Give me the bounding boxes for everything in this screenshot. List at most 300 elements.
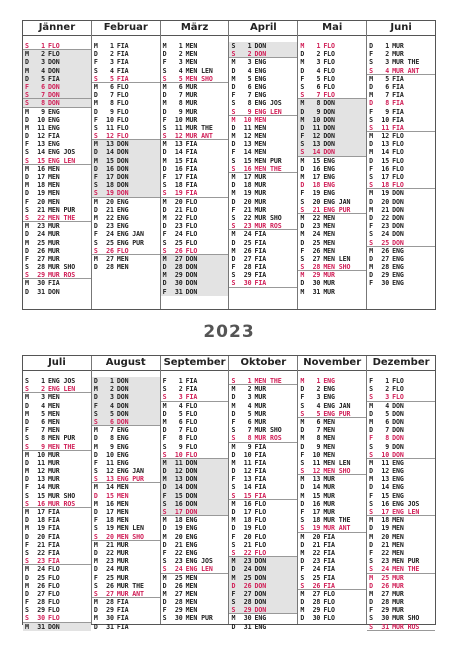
- day-row: [92, 263, 160, 271]
- shift-code: FLO: [116, 82, 129, 91]
- day-row: [92, 116, 160, 124]
- shift-code: DON: [185, 279, 198, 288]
- weekday-letter: D: [93, 263, 98, 272]
- shift-code: DON: [392, 401, 404, 410]
- weekday-letter: D: [162, 222, 167, 231]
- weekday-letter: S: [300, 197, 305, 206]
- day-number: 26: [381, 246, 390, 255]
- shift-code: ENG LEN: [48, 156, 76, 165]
- day-row: [229, 91, 297, 99]
- weekday-letter: F: [162, 287, 167, 296]
- weekday-letter: F: [369, 222, 374, 231]
- shift-code: MEN: [254, 132, 267, 141]
- day-row: [161, 198, 229, 206]
- day-row: [229, 598, 297, 606]
- shift-code: MEN: [185, 606, 198, 615]
- weekday-letter: S: [369, 622, 374, 631]
- shift-code: FIA: [254, 238, 267, 247]
- weekday-letter: M: [25, 581, 29, 590]
- weekday-letter: D: [369, 409, 374, 418]
- weekday-letter: D: [25, 401, 29, 410]
- day-number: 3: [385, 58, 390, 67]
- weekday-letter: M: [93, 540, 98, 549]
- day-number: 21: [243, 540, 252, 549]
- weekday-letter: D: [231, 565, 236, 574]
- day-row: [229, 165, 297, 173]
- day-row: [298, 467, 366, 475]
- shift-code: MUR THE: [185, 123, 213, 132]
- day-list: [229, 36, 297, 288]
- day-number: 27: [106, 589, 114, 598]
- day-row: [23, 108, 91, 116]
- day-number: 3: [109, 58, 114, 67]
- weekday-letter: D: [93, 148, 98, 157]
- day-number: 16: [174, 164, 183, 173]
- day-row: [92, 541, 160, 549]
- shift-code: MEN PUR: [48, 205, 76, 214]
- day-row: [92, 574, 160, 582]
- shift-code: FIA: [392, 82, 404, 91]
- day-number: 9: [247, 107, 252, 116]
- weekday-letter: D: [25, 287, 29, 296]
- shift-code: FIA: [116, 42, 129, 50]
- shift-code: MEN: [185, 42, 198, 50]
- shift-code: DON: [254, 50, 267, 59]
- weekday-letter: D: [369, 99, 374, 108]
- day-row: [161, 214, 229, 222]
- shift-code: ENG: [116, 434, 129, 443]
- shift-code: DON: [185, 263, 198, 272]
- weekday-letter: S: [162, 246, 167, 255]
- shift-code: ENG: [323, 385, 335, 394]
- day-number: 26: [243, 581, 252, 590]
- weekday-letter: M: [231, 115, 236, 124]
- day-number: 4: [247, 401, 252, 410]
- shift-code: MUR: [323, 271, 335, 280]
- weekday-letter: S: [93, 74, 98, 83]
- weekday-letter: D: [369, 483, 374, 492]
- day-row: [298, 508, 366, 516]
- day-number: 7: [385, 91, 390, 100]
- day-row: [298, 42, 366, 50]
- day-number: 8: [385, 99, 390, 108]
- weekday-letter: M: [231, 173, 236, 181]
- day-row: [298, 198, 366, 206]
- weekday-letter: M: [231, 499, 236, 508]
- shift-code: DON: [254, 589, 267, 598]
- shift-code: ENG: [323, 156, 335, 165]
- day-number: 4: [385, 401, 390, 410]
- day-row: [229, 108, 297, 116]
- weekday-letter: F: [25, 82, 29, 91]
- day-number: 20: [37, 532, 45, 541]
- day-number: 30: [381, 614, 390, 623]
- day-number: 21: [174, 205, 183, 214]
- shift-code: MEN: [116, 508, 129, 516]
- weekday-letter: M: [300, 475, 305, 484]
- day-number: 24: [37, 565, 45, 574]
- shift-code: DON: [48, 91, 60, 100]
- day-row: [161, 377, 229, 385]
- day-row: [367, 574, 435, 582]
- weekday-letter: M: [369, 189, 374, 198]
- shift-code: ENG LEN: [254, 107, 282, 116]
- shift-code: DON: [185, 287, 198, 296]
- day-number: 16: [312, 164, 321, 173]
- shift-code: DON: [185, 254, 198, 263]
- day-row: [161, 173, 229, 181]
- weekday-letter: D: [93, 450, 98, 459]
- shift-code: FIA: [48, 74, 60, 83]
- day-number: 17: [243, 508, 252, 516]
- day-row: [161, 516, 229, 524]
- day-number: 9: [385, 107, 390, 116]
- day-row: [23, 410, 91, 418]
- day-number: 19: [174, 189, 183, 198]
- day-number: 25: [174, 238, 183, 247]
- shift-code: ENG: [323, 164, 335, 173]
- month-column: [229, 356, 298, 631]
- weekday-letter: D: [25, 246, 29, 255]
- weekday-letter: S: [25, 91, 29, 100]
- day-number: 3: [247, 58, 252, 67]
- shift-code: MUR ROS: [254, 222, 282, 231]
- day-row: [92, 533, 160, 541]
- day-row: [367, 230, 435, 238]
- shift-code: MUR ROS: [48, 271, 76, 280]
- day-number: 24: [174, 565, 183, 574]
- shift-code: ENG: [254, 58, 267, 67]
- day-row: [23, 434, 91, 442]
- day-row: [298, 410, 366, 418]
- day-row: [367, 198, 435, 206]
- day-number: 25: [312, 238, 321, 247]
- day-number: 15: [312, 491, 321, 500]
- shift-code: DON: [254, 573, 267, 582]
- day-list: [367, 36, 435, 288]
- day-row: [23, 157, 91, 165]
- day-number: 30: [381, 279, 390, 288]
- day-row: [367, 533, 435, 541]
- weekday-letter: D: [369, 581, 374, 590]
- shift-code: MEN: [48, 417, 60, 426]
- shift-code: DON: [254, 598, 267, 607]
- shift-code: ENG PUR: [116, 238, 144, 247]
- shift-code: FLO: [323, 614, 335, 623]
- day-row: [92, 124, 160, 132]
- day-row: [23, 516, 91, 524]
- shift-code: MUR ROS: [254, 434, 282, 443]
- shift-code: FLO: [323, 42, 335, 50]
- day-row: [367, 598, 435, 606]
- shift-code: MEN SHO: [323, 467, 351, 476]
- day-number: 24: [37, 230, 45, 239]
- day-row: [367, 58, 435, 66]
- day-row: [23, 132, 91, 140]
- shift-code: DON: [48, 622, 60, 631]
- day-row: [367, 140, 435, 148]
- shift-code: DON: [392, 205, 404, 214]
- shift-code: FIA: [254, 246, 267, 255]
- shift-code: FIA: [254, 450, 267, 459]
- day-list: [92, 371, 160, 631]
- day-number: 3: [247, 393, 252, 402]
- day-number: 5: [385, 74, 390, 83]
- shift-code: DON: [254, 557, 267, 566]
- day-row: [298, 443, 366, 451]
- weekday-letter: S: [369, 508, 374, 516]
- shift-code: MEN: [185, 589, 198, 598]
- day-row: [229, 67, 297, 75]
- shift-code: MUR ROS: [392, 622, 420, 631]
- shift-code: MEN SHO: [185, 74, 213, 83]
- weekday-letter: D: [369, 598, 374, 607]
- day-row: [367, 614, 435, 622]
- day-number: 14: [37, 148, 45, 157]
- day-row: [229, 271, 297, 279]
- shift-code: DON: [392, 417, 404, 426]
- day-row: [92, 173, 160, 181]
- weekday-letter: S: [25, 548, 29, 557]
- weekday-letter: F: [231, 417, 236, 426]
- shift-code: FLO: [392, 377, 404, 385]
- weekday-letter: D: [25, 417, 29, 426]
- day-number: 24: [106, 565, 114, 574]
- day-number: 20: [312, 532, 321, 541]
- weekday-letter: S: [25, 434, 29, 443]
- day-number: 6: [316, 82, 321, 91]
- day-number: 2: [109, 385, 114, 394]
- weekday-letter: F: [25, 254, 29, 263]
- weekday-letter: F: [300, 74, 305, 83]
- day-number: 12: [174, 467, 183, 476]
- weekday-letter: M: [369, 246, 374, 255]
- day-row: [298, 549, 366, 557]
- shift-code: MUR: [392, 589, 404, 598]
- day-number: 7: [316, 91, 321, 100]
- day-number: 26: [37, 581, 45, 590]
- day-number: 29: [381, 606, 390, 615]
- day-number: 22: [37, 548, 45, 557]
- shift-code: FLO: [185, 205, 198, 214]
- day-row: [298, 533, 366, 541]
- day-number: 10: [243, 450, 252, 459]
- day-row: [229, 377, 297, 385]
- day-row: [23, 565, 91, 573]
- day-number: 3: [316, 393, 321, 402]
- weekday-letter: S: [162, 238, 167, 247]
- month-column: [23, 21, 92, 309]
- weekday-letter: S: [93, 189, 98, 198]
- weekday-letter: D: [162, 426, 167, 435]
- weekday-letter: M: [93, 213, 98, 222]
- day-number: 24: [381, 565, 390, 574]
- shift-code: MUR: [254, 173, 267, 181]
- weekday-letter: S: [369, 115, 374, 124]
- day-number: 15: [381, 491, 390, 500]
- day-number: 5: [109, 409, 114, 418]
- shift-code: MUR: [392, 50, 404, 59]
- day-number: 13: [243, 140, 252, 149]
- weekday-letter: S: [93, 532, 98, 541]
- day-number: 27: [37, 589, 45, 598]
- shift-code: ENG JAN: [323, 401, 351, 410]
- day-list: [298, 36, 366, 296]
- weekday-letter: M: [93, 483, 98, 492]
- day-row: [229, 116, 297, 124]
- weekday-letter: M: [369, 417, 374, 426]
- day-number: 7: [109, 91, 114, 100]
- day-row: [367, 541, 435, 549]
- day-row: [92, 418, 160, 426]
- shift-code: MUR: [392, 581, 404, 590]
- shift-code: MEN LEN: [323, 254, 351, 263]
- day-number: 24: [174, 230, 183, 239]
- day-number: 28: [312, 598, 321, 607]
- day-number: 24: [381, 230, 390, 239]
- weekday-letter: M: [369, 74, 374, 83]
- shift-code: MUR: [185, 91, 198, 100]
- shift-code: MEN THE: [254, 377, 282, 385]
- weekday-letter: D: [231, 581, 236, 590]
- weekday-letter: M: [25, 50, 29, 59]
- day-number: 23: [381, 557, 390, 566]
- weekday-letter: M: [369, 475, 374, 484]
- day-row: [298, 157, 366, 165]
- day-row: [229, 222, 297, 230]
- weekday-letter: M: [25, 181, 29, 190]
- day-row: [229, 83, 297, 91]
- weekday-letter: S: [300, 148, 305, 157]
- shift-code: FLO: [185, 434, 198, 443]
- weekday-letter: M: [369, 516, 374, 525]
- weekday-letter: D: [93, 508, 98, 516]
- shift-code: FLO: [392, 164, 404, 173]
- day-row: [298, 279, 366, 287]
- shift-code: ENG: [323, 189, 335, 198]
- weekday-letter: M: [300, 173, 305, 181]
- weekday-letter: M: [300, 271, 305, 280]
- shift-code: MEN: [392, 516, 404, 525]
- weekday-letter: F: [93, 115, 98, 124]
- day-row: [23, 393, 91, 401]
- shift-code: MEN: [254, 115, 267, 124]
- day-row: [298, 91, 366, 99]
- weekday-letter: D: [162, 467, 167, 476]
- weekday-letter: M: [25, 222, 29, 231]
- weekday-letter: F: [93, 516, 98, 525]
- day-number: 4: [109, 66, 114, 75]
- day-number: 23: [243, 222, 252, 231]
- day-number: 31: [381, 622, 390, 631]
- day-row: [229, 467, 297, 475]
- day-number: 18: [243, 181, 252, 190]
- weekday-letter: D: [300, 540, 305, 549]
- day-row: [23, 582, 91, 590]
- shift-code: MEN: [392, 524, 404, 533]
- day-row: [92, 108, 160, 116]
- shift-code: MEN: [254, 140, 267, 149]
- shift-code: FIA: [254, 491, 267, 500]
- shift-code: FLO: [323, 50, 335, 59]
- day-row: [367, 443, 435, 451]
- weekday-letter: M: [300, 213, 305, 222]
- day-row: [23, 443, 91, 451]
- weekday-letter: M: [231, 401, 236, 410]
- shift-code: ENG JOS: [48, 377, 76, 385]
- shift-code: MEN: [185, 573, 198, 582]
- day-number: 21: [106, 540, 114, 549]
- day-number: 19: [37, 189, 45, 198]
- day-number: 4: [316, 401, 321, 410]
- day-number: 3: [109, 393, 114, 402]
- weekday-letter: D: [162, 279, 167, 288]
- day-row: [367, 50, 435, 58]
- day-row: [92, 483, 160, 491]
- weekday-letter: S: [231, 426, 236, 435]
- weekday-letter: D: [231, 409, 236, 418]
- shift-code: MEN: [254, 123, 267, 132]
- shift-code: ENG: [48, 107, 60, 116]
- weekday-letter: D: [25, 173, 29, 181]
- weekday-letter: F: [93, 573, 98, 582]
- weekday-letter: D: [231, 66, 236, 75]
- shift-code: DON: [185, 467, 198, 476]
- day-row: [23, 230, 91, 238]
- shift-code: DON: [392, 238, 404, 247]
- shift-code: MUR: [254, 385, 267, 394]
- day-row: [161, 549, 229, 557]
- day-number: 13: [37, 140, 45, 149]
- shift-code: FLO: [392, 393, 404, 402]
- weekday-letter: S: [231, 548, 236, 557]
- day-row: [298, 263, 366, 271]
- shift-code: ENG: [392, 458, 404, 467]
- shift-code: MUR: [392, 606, 404, 615]
- shift-code: MUR: [48, 238, 60, 247]
- day-number: 1: [41, 42, 45, 50]
- month-header: Juni: [367, 21, 435, 36]
- day-number: 15: [243, 156, 252, 165]
- shift-code: MUR: [48, 458, 60, 467]
- day-number: 6: [41, 417, 45, 426]
- shift-code: FLO: [48, 565, 60, 574]
- day-row: [229, 516, 297, 524]
- day-row: [92, 426, 160, 434]
- day-row: [229, 239, 297, 247]
- day-row: [298, 206, 366, 214]
- weekday-letter: M: [300, 417, 305, 426]
- day-number: 7: [109, 426, 114, 435]
- weekday-letter: S: [93, 409, 98, 418]
- day-row: [161, 189, 229, 197]
- shift-code: ENG JOS: [254, 99, 282, 108]
- weekday-letter: D: [93, 164, 98, 173]
- day-row: [92, 58, 160, 66]
- shift-code: MUR ANT: [116, 589, 144, 598]
- day-row: [92, 451, 160, 459]
- day-row: [92, 606, 160, 614]
- day-number: 1: [178, 42, 183, 50]
- day-number: 29: [312, 606, 321, 615]
- day-number: 8: [316, 99, 321, 108]
- month-column: [23, 356, 92, 631]
- weekday-letter: M: [300, 491, 305, 500]
- shift-code: MEN: [323, 442, 335, 451]
- day-row: [229, 181, 297, 189]
- day-number: 21: [381, 205, 390, 214]
- day-row: [92, 590, 160, 598]
